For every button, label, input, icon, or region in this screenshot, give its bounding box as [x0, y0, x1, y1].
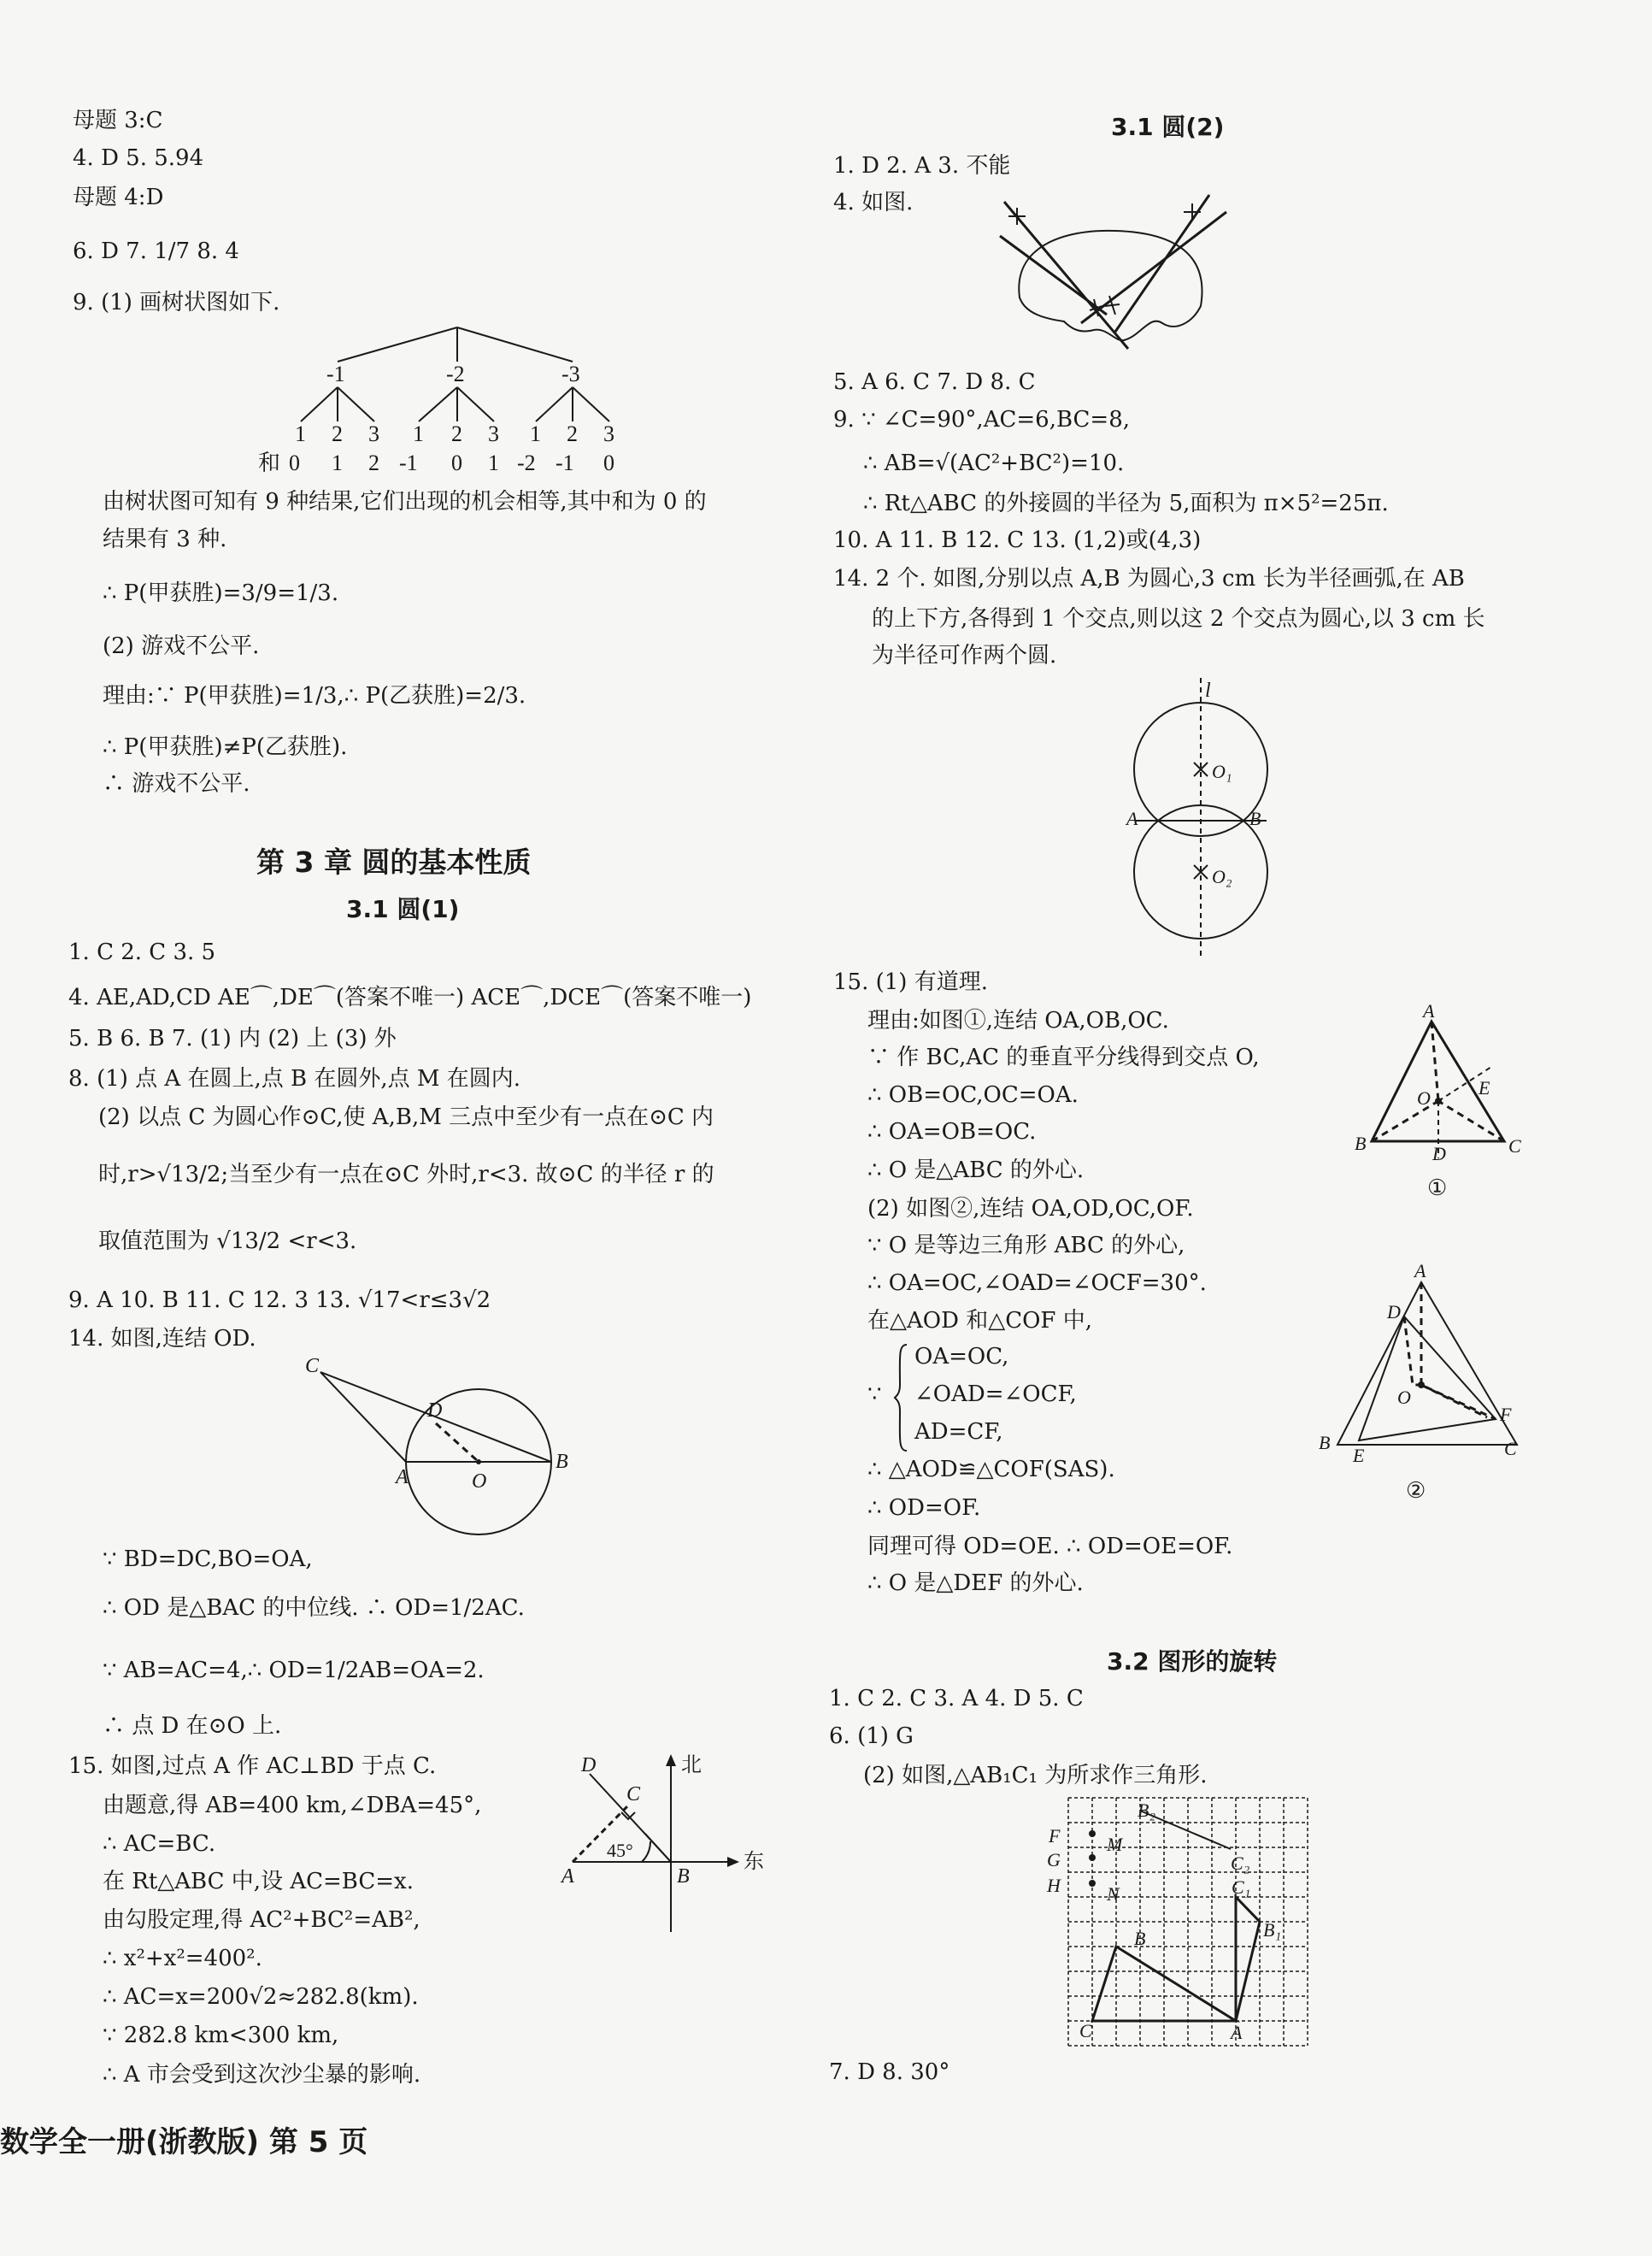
answer-line: 由树状图可知有 9 种结果,它们出现的机会相等,其中和为 0 的 [103, 489, 707, 515]
answer-line: 取值范围为 √13/2 <r<3. [98, 1228, 357, 1254]
point-label: O₂ [1212, 866, 1232, 887]
point-label: A [1414, 1260, 1426, 1281]
point-label: M [1107, 1834, 1123, 1855]
answer-line: ∵ AB=AC=4,∴ OD=1/2AB=OA=2. [103, 1658, 485, 1683]
answer-line: 10. A 11. B 12. C 13. (1,2)或(4,3) [833, 527, 1202, 553]
answer-line: 6. (1) G [829, 1723, 914, 1749]
answer-line: 在 Rt△ABC 中,设 AC=BC=x. [103, 1869, 414, 1894]
tree-leaf: 3 [368, 421, 379, 446]
answer-line: 为半径可作两个圆. [872, 643, 1057, 669]
point-label: B₂ [1138, 1799, 1156, 1821]
tree-leaf: 2 [451, 421, 462, 446]
tree-sum: 0 [451, 451, 462, 475]
answer-line: 结果有 3 种. [103, 527, 227, 552]
answer-line: ∴ AB=√(AC²+BC²)=10. [863, 451, 1125, 476]
answer-line: ∴ △AOD≌△COF(SAS). [867, 1457, 1115, 1482]
answer-line: 时,r>√13/2;当至少有一点在⊙C 外时,r<3. 故⊙C 的半径 r 的 [98, 1162, 714, 1187]
brace [893, 1342, 910, 1453]
point-label: C₁ [1232, 1876, 1251, 1898]
point-label: F [1500, 1404, 1512, 1425]
tree-sum: 1 [332, 451, 343, 475]
tree-leaf: 3 [488, 421, 499, 446]
answer-line: 8. (1) 点 A 在圆上,点 B 在圆外,点 M 在圆内. [68, 1066, 521, 1092]
answer-line: 理由:∵ P(甲获胜)=1/3,∴ P(乙获胜)=2/3. [103, 683, 526, 709]
section-title: 3.2 图形的旋转 [1107, 1647, 1278, 1676]
answer-line: ∴ OA=OB=OC. [867, 1119, 1037, 1145]
point-label: C [626, 1783, 641, 1805]
direction-north: 北 [681, 1754, 702, 1776]
point-label: A [561, 1865, 574, 1888]
answer-line: 4. 如图. [833, 190, 914, 215]
answer-line: 1. C 2. C 3. 5 [68, 940, 216, 965]
answer-line: 15. (1) 有道理. [833, 969, 988, 995]
answer-line: (2) 以点 C 为圆心作⊙C,使 A,B,M 三点中至少有一点在⊙C 内 [98, 1104, 714, 1130]
answer-line: ∠OAD=∠OCF, [914, 1381, 1077, 1407]
tree-node: -1 [326, 362, 345, 386]
point-label: C [1079, 2020, 1092, 2041]
tree-leaf: 2 [332, 421, 343, 446]
point-label: N [1107, 1883, 1120, 1905]
answer-line: ∴ AC=x=200√2≈282.8(km). [103, 1984, 419, 2010]
answer-line: ∴ 点 D 在⊙O 上. [103, 1713, 282, 1739]
answer-line: 在△AOD 和△COF 中, [867, 1308, 1092, 1334]
answer-line: ∵ BD=DC,BO=OA, [103, 1546, 313, 1572]
tree-leaf: 3 [603, 421, 614, 446]
point-label: C [1508, 1135, 1521, 1157]
answer-line: ∴ OA=OC,∠OAD=∠OCF=30°. [867, 1270, 1207, 1296]
answer-line: 由题意,得 AB=400 km,∠DBA=45°, [103, 1793, 482, 1818]
answer-line: 5. B 6. B 7. (1) 内 (2) 上 (3) 外 [68, 1026, 397, 1051]
answer-line: 1. D 2. A 3. 不能 [833, 153, 1011, 179]
answer-line: ∴ OD=OF. [867, 1495, 981, 1521]
point-label: E [1353, 1445, 1365, 1466]
point-label: C₂ [1231, 1853, 1250, 1874]
answer-line: 15. 如图,过点 A 作 AC⊥BD 于点 C. [68, 1753, 437, 1779]
point-label: B [1249, 808, 1261, 829]
section-title: 3.1 圆(2) [1111, 113, 1225, 141]
point-label: A [396, 1466, 409, 1488]
answer-line: OA=OC, [914, 1344, 1009, 1370]
point-label: D [427, 1399, 443, 1422]
answer-line: 母题 4:D [73, 185, 164, 210]
answer-line: (2) 如图②,连结 OA,OD,OC,OF. [867, 1196, 1194, 1222]
answer-line: 同理可得 OD=OE. ∴ OD=OE=OF. [867, 1534, 1233, 1559]
point-label: B [1134, 1928, 1146, 1949]
answer-line: ∴ OB=OC,OC=OA. [867, 1082, 1079, 1108]
answer-line: 的上下方,各得到 1 个交点,则以这 2 个交点为圆心,以 3 cm 长 [872, 606, 1485, 632]
tree-sum: -1 [556, 451, 574, 475]
rotation-grid [1038, 1791, 1329, 2047]
answer-line: 9. ∵ ∠C=90°,AC=6,BC=8, [833, 407, 1131, 433]
point-label: D [1432, 1143, 1446, 1164]
point-label: O₁ [1212, 761, 1232, 782]
point-label: O [472, 1470, 487, 1493]
answer-line: 14. 2 个. 如图,分别以点 A,B 为圆心,3 cm 长为半径画弧,在 AB [833, 566, 1465, 592]
tree-sum: -2 [517, 451, 536, 475]
answer-line: ∴ P(甲获胜)≠P(乙获胜). [103, 734, 348, 760]
answer-line: ∴ OD 是△BAC 的中位线. ∴ OD=1/2AC. [103, 1595, 525, 1621]
answer-line: ∴ O 是△ABC 的外心. [867, 1157, 1085, 1183]
point-label: A [1423, 1000, 1435, 1022]
answer-line: AD=CF, [914, 1419, 1003, 1445]
answer-line: ∵ 282.8 km<300 km, [103, 2023, 339, 2048]
answer-line: ∴ x²+x²=400². [103, 1946, 262, 1971]
angle-label: 45° [607, 1840, 633, 1861]
answer-line: ∴ AC=BC. [103, 1831, 216, 1857]
tree-sum: 0 [289, 451, 300, 475]
tree-sum: -1 [399, 451, 418, 475]
figure-14-circle [303, 1355, 585, 1543]
page-footer: 数学全一册(浙教版) 第 5 页 [0, 2125, 368, 2159]
point-label: H [1047, 1875, 1061, 1896]
point-label: O [1417, 1087, 1431, 1109]
figure-number: ② [1406, 1478, 1426, 1503]
section-title: 3.1 圆(1) [346, 895, 460, 923]
answer-line: 4. D 5. 5.94 [73, 145, 204, 171]
point-label: B₁ [1263, 1919, 1282, 1941]
answer-line: 14. 如图,连结 OD. [68, 1326, 256, 1352]
answer-line: ∴ Rt△ABC 的外接圆的半径为 5,面积为 π×5²=25π. [863, 491, 1389, 516]
answer-line: (2) 游戏不公平. [103, 633, 260, 659]
point-label: D [1387, 1301, 1401, 1322]
tree-leaf: 2 [567, 421, 578, 446]
answer-line: 9. A 10. B 11. C 12. 3 13. √17<r≤3√2 [68, 1287, 491, 1313]
answer-line: ∴ O 是△DEF 的外心. [867, 1570, 1084, 1596]
figure-15-triangle-1 [1350, 1000, 1538, 1218]
point-label: B [677, 1865, 690, 1888]
figure-15-compass [560, 1752, 782, 1941]
answer-line: ∴ P(甲获胜)=3/9=1/3. [103, 580, 339, 606]
tree-sum: 1 [488, 451, 499, 475]
answer-line: 5. A 6. C 7. D 8. C [833, 369, 1036, 395]
answer-line: 1. C 2. C 3. A 4. D 5. C [829, 1686, 1084, 1711]
figure-4-arc [996, 186, 1226, 357]
point-label: B [1355, 1133, 1367, 1154]
figure-number: ① [1427, 1175, 1448, 1200]
tree-node: -3 [561, 362, 580, 386]
point-label: A [1231, 2022, 1243, 2043]
answer-line: 9. (1) 画树状图如下. [73, 290, 280, 315]
point-label: A [1126, 808, 1138, 829]
point-label: G [1047, 1849, 1061, 1870]
answer-line: ∴ 游戏不公平. [103, 771, 250, 797]
tree-sum-label: 和 [258, 451, 281, 475]
point-label: C [305, 1355, 320, 1377]
figure-15-triangle-2 [1312, 1260, 1534, 1513]
figure-14-two-circles [1111, 671, 1299, 962]
point-label: B [1319, 1432, 1331, 1453]
answer-line: 4. AE,AD,CD AE⌒,DE⌒(答案不唯一) ACE⌒,DCE⌒(答案不唯一) [68, 985, 752, 1010]
answer-line: 理由:如图①,连结 OA,OB,OC. [867, 1008, 1169, 1034]
answer-line: 6. D 7. 1/7 8. 4 [73, 239, 239, 264]
point-label: E [1479, 1077, 1490, 1099]
tree-leaf: 1 [295, 421, 306, 446]
line-label: l [1205, 680, 1211, 702]
point-label: C [1504, 1438, 1517, 1459]
direction-east: 东 [744, 1851, 764, 1873]
tree-sum: 0 [603, 451, 614, 475]
answer-line: ∵ 作 BC,AC 的垂直平分线得到交点 O, [867, 1045, 1260, 1070]
tree-node: -2 [446, 362, 465, 386]
answer-line: ∵ O 是等边三角形 ABC 的外心, [867, 1233, 1185, 1258]
answer-line: 母题 3:C [73, 108, 163, 133]
point-label: F [1049, 1825, 1061, 1847]
point-label: O [1397, 1387, 1411, 1408]
answer-line: ∵ [867, 1381, 882, 1407]
tree-leaf: 1 [530, 421, 541, 446]
answer-line: 由勾股定理,得 AC²+BC²=AB², [103, 1907, 420, 1933]
chapter-title: 第 3 章 圆的基本性质 [256, 845, 532, 879]
tree-sum: 2 [368, 451, 379, 475]
answer-line: (2) 如图,△AB₁C₁ 为所求作三角形. [863, 1763, 1208, 1788]
point-label: D [581, 1754, 597, 1776]
answer-line: ∴ A 市会受到这次沙尘暴的影响. [103, 2062, 421, 2088]
point-label: B [556, 1451, 568, 1473]
tree-diagram [258, 323, 641, 477]
tree-leaf: 1 [413, 421, 424, 446]
answer-line: 7. D 8. 30° [829, 2059, 950, 2085]
